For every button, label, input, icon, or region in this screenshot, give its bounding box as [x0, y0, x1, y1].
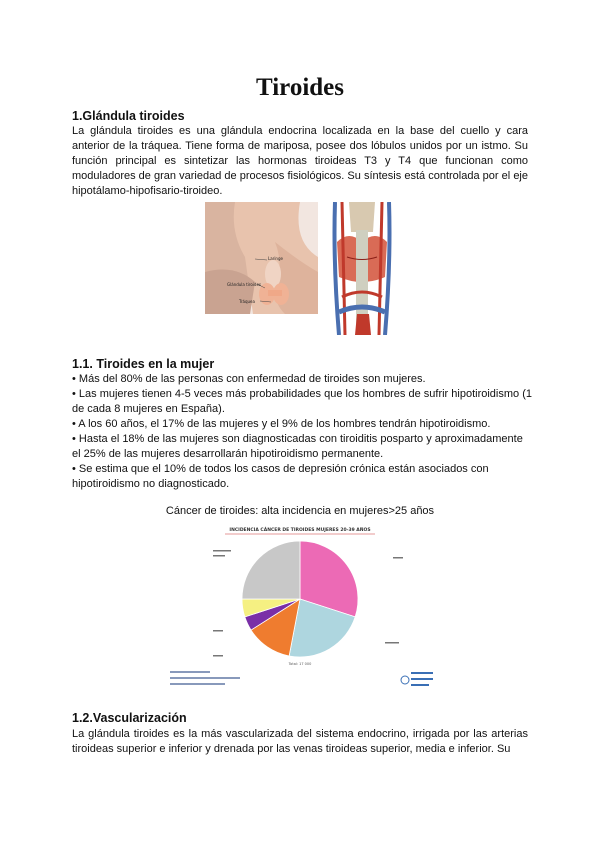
chart-footer-label: Total: 17 000: [288, 662, 312, 666]
list-item: • Más del 80% de las personas con enfermedad de tiroides son mujeres.: [72, 373, 426, 385]
section-heading-mujer: 1.1. Tiroides en la mujer: [72, 357, 215, 371]
list-item: • Se estima que el 10% de todos los casos de depresión crónica están asociados con hipotiroidismo no diagnosticado.: [72, 463, 489, 490]
chart-caption: Cáncer de tiroides: alta incidencia en mujeres>25 años: [165, 505, 435, 517]
label-laringe: Laringe: [268, 256, 283, 261]
list-item: • Las mujeres tienen 4-5 veces más probabilidades que los hombres de sufrir hipotiroidismo (1 de cada 8 mujeres en España).: [72, 388, 532, 415]
thyroid-anatomy-diagram: [327, 202, 397, 335]
label-glandula: Glándula tiroides: [227, 282, 261, 287]
neck-thyroid-photo: [205, 202, 318, 314]
page-title: Tiroides: [256, 74, 344, 101]
pie-slice-6: [242, 541, 300, 599]
section-paragraph-vascularizacion: La glándula tiroides es la más vascularizada del sistema endocrino, irrigada por las arterias tiroideas superior e inferior y drenada por las venas tiroideas superior, media e inferior. Su: [72, 728, 528, 755]
label-traquea: Tráquea: [239, 299, 255, 304]
mujer-bullet-list: [72, 372, 532, 492]
incidence-pie-chart: [165, 520, 435, 692]
section-heading-vascularizacion: 1.2.Vascularización: [72, 711, 187, 725]
neck-thyroid-illustration: [205, 202, 318, 314]
who-logo-icon: [401, 676, 409, 684]
pie-chart-svg: [165, 520, 435, 692]
list-item: • A los 60 años, el 17% de las mujeres y el 9% de los hombres tendrán hipotiroidismo.: [72, 418, 491, 430]
list-item: • Hasta el 18% de las mujeres son diagnosticadas con tiroiditis posparto y aproximadamente el 25% de las mujeres desarrollarán hipotiroidismo permanente.: [72, 433, 523, 460]
thyroid-vascular-illustration: [327, 202, 397, 335]
section-heading-glandula: 1.Glándula tiroides: [72, 109, 185, 123]
chart-title: INCIDENCIA CÁNCER DE TIROIDES MUJERES 20-39 AÑOS: [229, 528, 371, 533]
section-paragraph-glandula: La glándula tiroides es una glándula endocrina localizada en la base del cuello y cara anterior de la tráquea. Tiene forma de mariposa, posee dos lóbulos unidos por un istmo. Su función principal es sintetizar las hormonas tiroideas T3 y T4 que funcionan como moduladores de gran variedad de procesos fisiológicos. Su síntesis está controlada por el eje hipotálamo-hipofisario-tiroideo.: [72, 125, 528, 197]
